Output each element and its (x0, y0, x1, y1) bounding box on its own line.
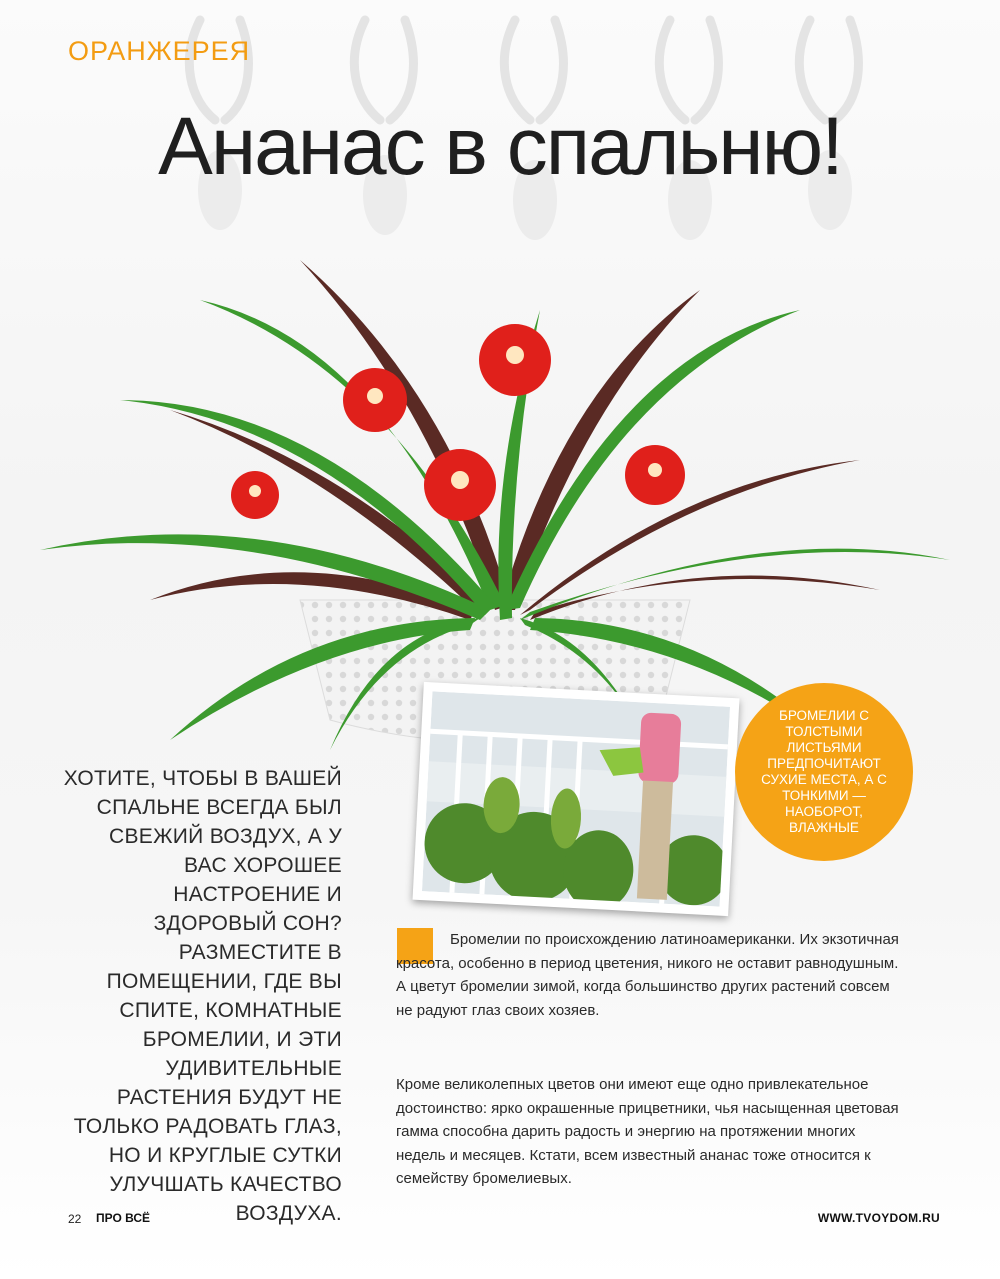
body-paragraph-1: Бромелии по происхождению латиноамериканки. Их экзотичная красота, особенно в период цветения, никого не оставит равнодушным. А цветут бромелии зимой, когда большинство других растений совсем не радуют глаз своих хозяев. (396, 931, 899, 1019)
page-number: 22 (68, 1212, 82, 1226)
lead-paragraph: ХОТИТЕ, ЧТОБЫ В ВАШЕЙ СПАЛЬНЕ ВСЕГДА БЫЛ СВЕЖИЙ ВОЗДУХ, А У ВАС ХОРОШЕЕ НАСТРОЕНИЕ И ЗДОРОВЫЙ СОН? РАЗМЕСТИТЕ В ПОМЕЩЕНИИ, ГДЕ ВЫ СПИТЕ, КОМНАТНЫЕ БРОМЕЛИИ, И ЭТИ УДИВИТЕЛЬНЫЕ РАСТЕНИЯ БУДУТ НЕ ТОЛЬКО РАДОВАТЬ ГЛАЗ, НО И КРУГЛЫЕ СУТКИ УЛУЧШАТЬ КАЧЕСТВО ВОЗДУХА. (63, 767, 342, 1225)
callout-badge (735, 683, 913, 861)
page-title: Ананас в спальню! (158, 101, 842, 192)
website-url: WWW.TVOYDOM.RU (817, 1211, 940, 1225)
callout-text: БРОМЕЛИИ С ТОЛСТЫМИ ЛИСТЬЯМИ ПРЕДПОЧИТАЮТ СУХИЕ МЕСТА, А С ТОНКИМИ — НАОБОРОТ, ВЛАЖНЫЕ (761, 708, 887, 835)
watering-plants-photo (422, 691, 730, 906)
section-label: ОРАНЖЕРЕЯ (68, 36, 251, 66)
balcony-photo (413, 682, 740, 916)
bromeliad-plant-illustration (0, 220, 1000, 760)
body-paragraph-2: Кроме великолепных цветов они имеют еще одно привлекательное достоинство: ярко окрашенные прицветники, чья насыщенная цветовая гамма способна дарить радость и энергию на протяжении многих недель и месяцев. Кстати, всем известный ананас тоже относится к семейству бромелиевых. (396, 1076, 899, 1187)
magazine-name: ПРО ВСЁ (96, 1211, 151, 1225)
